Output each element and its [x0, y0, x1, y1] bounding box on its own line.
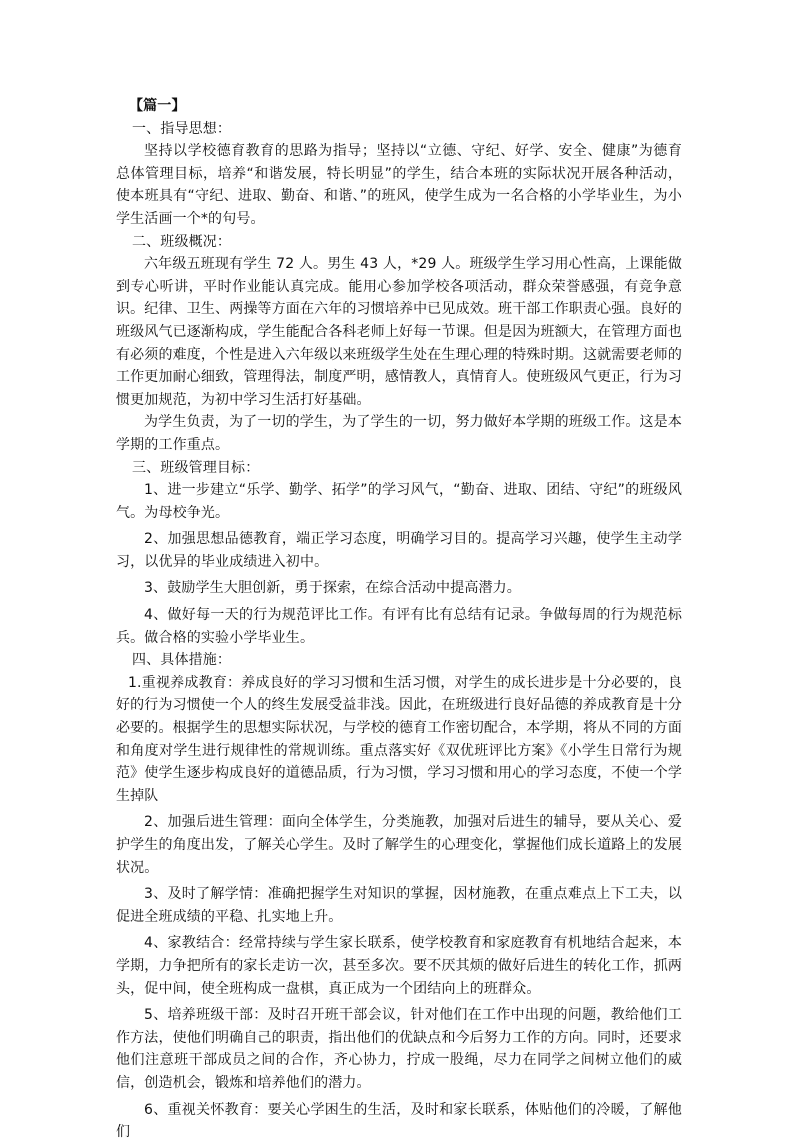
section-3-item-2: 2、加强思想品德教育，端正学习态度，明确学习目的。提高学习兴趣，使学生主动学习，以优异的毕业成绩进入初中。: [116, 531, 682, 570]
section-4-item-6: 6、重视关怀教育：要关心学困生的生活，及时和家长联系，体贴他们的冷暖，了解他们: [116, 1101, 682, 1141]
section-3-item-1: 1、进一步建立“乐学、勤学、拓学”的学习风气，“勤奋、进取、团结、守纪”的班级风气。为母校争光。: [116, 482, 682, 521]
section-3-item-4: 4、做好每一天的行为规范评比工作。有评有比有总结有记录。争做每周的行为规范标兵。做合格的实验小学毕业生。: [116, 607, 682, 646]
section-4-item-2: 2、加强后进生管理：面向全体学生，分类施教，加强对后进生的辅导，要从关心、爱护学生的角度出发，了解关心学生。及时了解学生的心理变化，掌握他们成长道路上的发展状况。: [116, 814, 682, 876]
document-title: 【篇一】: [129, 98, 186, 114]
section-2-paragraph-1: 六年级五班现有学生 72 人。男生 43 人，*29 人。班级学生学习用心性高，上课能做到专心听讲，平时作业能认真完成。能用心参加学校各项活动，群众荣誉感强，有竞争意识。纪律、卫生、两操等方面在六年的习惯培养中已见成效。班干部工作职责心强。良好的班级风气已逐渐构成，学生能配合各科老师上好每一节课。但是因为班额大，在管理方面也有必须的难度，个性是进入六年级以来班级学生处在生理心理的特殊时期。这就需要老师的工作更加耐心细致，管理得法，制度严明，感情教人，真情育人。使班级风气更正，行为习惯更加规范，为初中学习生活打好基础。: [116, 256, 682, 408]
section-2-heading: 二、班级概况：: [132, 233, 232, 250]
section-4-item-5: 5、培养班级干部：及时召开班干部会议，针对他们在工作中出现的问题，教给他们工作方法，使他们明确自己的职责，指出他们的优缺点和今后努力工作的方向。同时，还要求他们注意班干部成员之间的合作，齐心协力，拧成一股绳，尽力在同学之间树立他们的威信，创造机会，锻炼和培养他们的潜力。: [116, 1007, 682, 1091]
document-page: [116, 95, 682, 1144]
section-2-paragraph-2: 为学生负责，为了一切的学生，为了学生的一切，努力做好本学期的班级工作。这是本学期的工作重点。: [116, 414, 682, 453]
section-1-paragraph: 坚持以学校德育教育的思路为指导；坚持以“立德、守纪、好学、安全、健康”为德育总体管理目标，培养“和谐发展，特长明显”的学生，结合本班的实际状况开展各种活动，使本班具有“守纪、进取、勤奋、和谐、”的班风，使学生成为一名合格的小学毕业生，为小学生活画一个*的句号。: [116, 143, 682, 227]
section-4-item-1: 1.重视养成教育：养成良好的学习习惯和生活习惯，对学生的成长进步是十分必要的，良好的行为习惯使一个人的终生发展受益非浅。因此，在班级进行良好品德的养成教育是十分必要的。根据学生的思想实际状况，与学校的德育工作密切配合，本学期，将从不同的方面和角度对学生进行规律性的常规训练。重点落实好《双优班评比方案》《小学生日常行为规范》使学生逐步构成良好的道德品质，行为习惯，学习习惯和用心的学习态度，不使一个学生掉队: [116, 674, 682, 804]
section-3-heading: 三、班级管理目标：: [132, 459, 260, 476]
section-4-heading: 四、具体措施：: [132, 652, 232, 669]
section-3-item-3: 3、鼓励学生大胆创新，勇于探索，在综合活动中提高潜力。: [144, 580, 521, 597]
section-4-item-3: 3、及时了解学情：准确把握学生对知识的掌握，因材施教，在重点难点上下工夫，以促进全班成绩的平稳、扎实地上升。: [116, 886, 682, 925]
section-1-heading: 一、指导思想：: [132, 120, 232, 137]
section-4-item-4: 4、家教结合：经常持续与学生家长联系，使学校教育和家庭教育有机地结合起来，本学期，力争把所有的家长走访一次，甚至多次。要不厌其烦的做好后进生的转化工作，抓两头，促中间，使全班构成一盘棋，真正成为一个团结向上的班群众。: [116, 935, 682, 997]
